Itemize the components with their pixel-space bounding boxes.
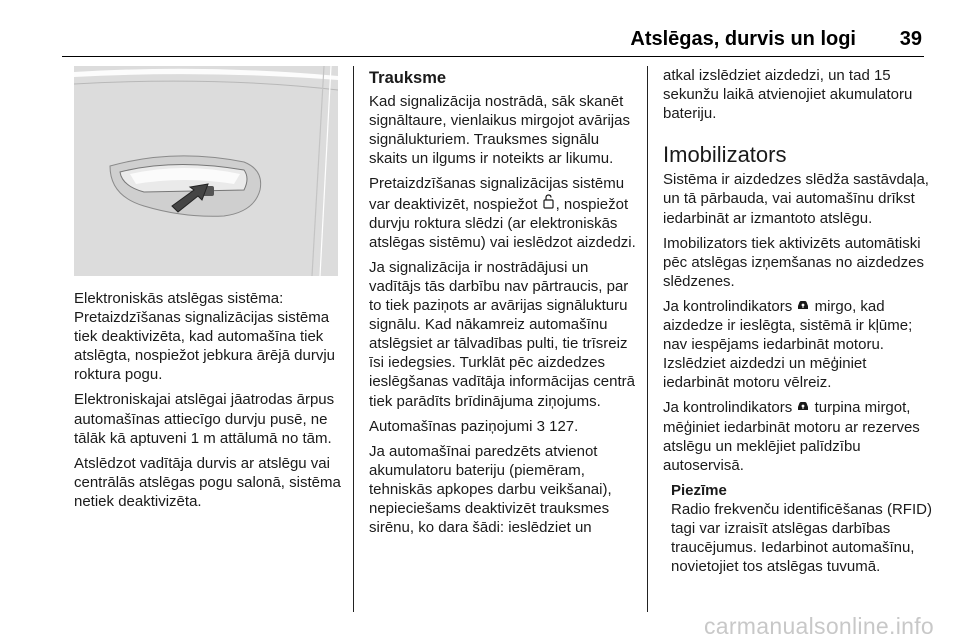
paragraph: atkal izslēdziet aizdedzi, un tad 15 sekunžu laikā atvienojiet akumulatoru bateriju. (663, 67, 913, 123)
paragraph: Atslēdzot vadītāja durvis ar atslēgu vai centrālās atslēgas pogu salonā, sistēma netiek deaktivizēta. (74, 454, 341, 510)
paragraph: Kad signalizācija nostrādā, sāk skanēt signāltaure, vienlaikus mirgojot avārijas signālukturiem. Trauksmes signālu skaits un ilgums ir noteikts ar likumu. (369, 93, 630, 168)
text-span: Ja kontrolindikators (663, 297, 793, 315)
page-header (62, 26, 924, 57)
watermark: carmanualsonline.info (703, 613, 934, 639)
column-1 (74, 66, 346, 517)
header-title: Atslēgas, durvis un logi (630, 28, 856, 50)
door-handle-drawing (74, 66, 338, 276)
text-span: Pretaizdzīšanas signalizācijas sistēmu var deaktivizēt, nospiežot (369, 175, 625, 213)
paragraph (663, 297, 935, 392)
note-title: Piezīme (671, 481, 727, 499)
page-reference-link[interactable]: 3 127. (536, 417, 579, 435)
section-heading-alarm: Trauksme (369, 69, 447, 87)
paragraph: Ja signalizācija ir nostrādājusi un vadītājs tās darbību nav pārtraucis, par to tiek paziņots ar avārijas signālukturu signālu. Kad nākamreiz automašīnu atslēgsiet ar tālvadības pulti, tie trīsreiz īsi iedegsies. Turklāt pēc aizdedzes ieslēgšanas vadītāja informācijas centrā tiek parādīts brīdinājuma ziņojums. (369, 258, 635, 410)
column-divider (647, 66, 648, 612)
paragraph (369, 417, 639, 436)
car-key-indicator-icon (796, 297, 810, 316)
paragraph: Ja automašīnai paredzēts atvienot akumulatoru bateriju (piemēram, tehniskās apkopes darbu veikšanai), nepieciešams deaktivizēt trauksmes sirēnu, ko dara šādi: ieslēdziet un (369, 442, 612, 537)
paragraph: Elektroniskās atslēgas sistēma: Pretaizdzīšanas signalizācijas sistēma tiek deaktivizēta, kad automašīna tiek atslēgta, nospiežot jebkura ārējā durvju roktura pogu. (74, 290, 335, 384)
section-heading-immobiliser: Imobilizators (663, 142, 787, 168)
text-span: Ja kontrolindikators (663, 399, 793, 417)
paragraph: Elektroniskajai atslēgai jāatrodas ārpus automašīnas attiecīgo durvju pusē, ne tālāk kā aptuveni 1 m attālumā no tām. (74, 391, 335, 447)
door-handle-illustration (74, 66, 338, 276)
text-span: turpina mirgot, mēģiniet iedarbināt motoru ar rezerves atslēgu un meklējiet palīdzību autoservisā. (663, 399, 920, 474)
paragraph (663, 398, 935, 474)
unlock-icon (542, 194, 556, 214)
text-span: , nospiežot durvju roktura slēdzi (ar elektroniskās atslēgas sistēmu) vai ieslēdzot aizdedzi. (369, 195, 636, 251)
paragraph (369, 174, 639, 251)
paragraph: Sistēma ir aizdedzes slēdža sastāvdaļa, un tā pārbauda, vai automašīnu drīkst iedarbināt ar izmantoto atslēgu. (663, 171, 929, 227)
page-number: 39 (899, 28, 922, 50)
paragraph: Imobilizators tiek aktivizēts automātiski pēc atslēgas izņemšanas no aizdedzes slēdzenes. (663, 234, 924, 290)
column-divider (353, 66, 354, 612)
car-key-indicator-icon (796, 398, 810, 417)
note-box (671, 481, 935, 576)
column-3 (663, 66, 935, 576)
note-text: Radio frekvenču identificēšanas (RFID) tagi var izraisīt atslēgas darbības traucējumus. Iedarbinot automašīnu, novietojiet tos atslēgas tuvumā. (671, 500, 932, 576)
text-span: Automašīnas paziņojumi (369, 417, 533, 435)
text-span: mirgo, kad aizdedze ir ieslēgta, sistēmā ir kļūme; nav iespējams iedarbināt motoru. Izslēdziet aizdedzi un mēģiniet iedarbināt motoru vēlreiz. (663, 297, 913, 392)
column-2 (369, 66, 639, 543)
